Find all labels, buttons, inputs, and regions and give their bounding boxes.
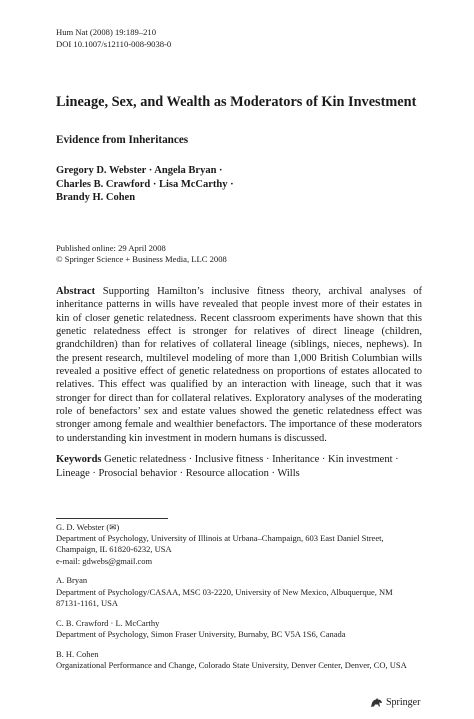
affiliation-author: C. B. Crawford · L. McCarthy (56, 617, 160, 628)
doi-link[interactable]: DOI 10.1007/s12110-008-9038-0 (56, 38, 172, 49)
affiliation-line: Department of Psychology, Simon Fraser University, Burnaby, BC V5A 1S6, Canada (56, 628, 346, 639)
affiliations (56, 522, 407, 680)
affiliation-author: A. Bryan (56, 575, 88, 586)
affiliation-line: Department of Psychology, University of Illinois at Urbana–Champaign, 603 East Daniel Street, (56, 533, 384, 544)
email-link[interactable]: e-mail: gdwebs@gmail.com (56, 555, 153, 566)
author-list (56, 164, 234, 205)
keywords-heading: Keywords (56, 454, 102, 465)
article-subtitle: Evidence from Inheritances (56, 134, 189, 146)
copyright-notice: © Springer Science + Business Media, LLC 2008 (56, 254, 227, 265)
affiliation-author: G. D. Webster (✉) (56, 522, 120, 532)
affiliation-block (56, 575, 407, 609)
keywords-text: Genetic relatedness · Inclusive fitness · Inheritance · Kin investment · Lineage · Prosocial behavior · Resource allocation · Wills (56, 454, 399, 479)
author-line: Brandy H. Cohen (56, 192, 136, 204)
published-date: Published online: 29 April 2008 (56, 243, 166, 253)
journal-header (56, 27, 171, 50)
keywords (56, 453, 422, 480)
affiliation-block (56, 522, 407, 567)
footnote-divider (56, 518, 168, 519)
abstract-heading: Abstract (56, 286, 96, 297)
article-title: Lineage, Sex, and Wealth as Moderators of Kin Investment (56, 94, 417, 110)
affiliation-line: 87131-1161, USA (56, 597, 119, 608)
affiliation-block (56, 649, 407, 671)
affiliation-line: Organizational Performance and Change, Colorado State University, Denver Center, Denver, CO, USA (56, 659, 407, 670)
author-line: Gregory D. Webster · Angela Bryan · (56, 165, 223, 176)
affiliation-block (56, 618, 407, 640)
author-line: Charles B. Crawford · Lisa McCarthy · (56, 178, 234, 190)
journal-citation: Hum Nat (2008) 19:189–210 (56, 27, 157, 37)
publication-info (56, 243, 227, 265)
publisher-name: Springer (386, 697, 421, 708)
abstract-text: Supporting Hamilton’s inclusive fitness theory, archival analyses of inheritance patterns in wills have revealed that people invest more of their estates in kin of closer genetic relatedness. Recent classroom experiments have shown that this genetic relatedness effect is stronger for relatives of direct lineage (children, grandchildren) than for relatives of collateral lineage (siblings, nieces, nephews). In the present research, multilevel modeling of more than 1,000 British Columbian wills revealed a positive effect of genetic relatedness on proportions of estates allocated to relatives. This effect was qualified by an interaction with lineage, such that it was stronger for direct than for collateral relatives. Exploratory analyses of the moderating role of benefactors’ sex and estate values showed the genetic relatedness effect was stronger among female and wealthier benefactors. The importance of these moderators to understanding kin investment in modern humans is discussed. (56, 286, 422, 444)
affiliation-line: Department of Psychology/CASAA, MSC 03-2220, University of New Mexico, Albuquerque, NM (56, 586, 393, 597)
affiliation-author: B. H. Cohen (56, 648, 99, 659)
abstract (56, 285, 422, 445)
publisher-logo (370, 697, 420, 708)
springer-horse-icon (370, 697, 383, 708)
affiliation-line: Champaign, IL 61820-6232, USA (56, 544, 172, 555)
